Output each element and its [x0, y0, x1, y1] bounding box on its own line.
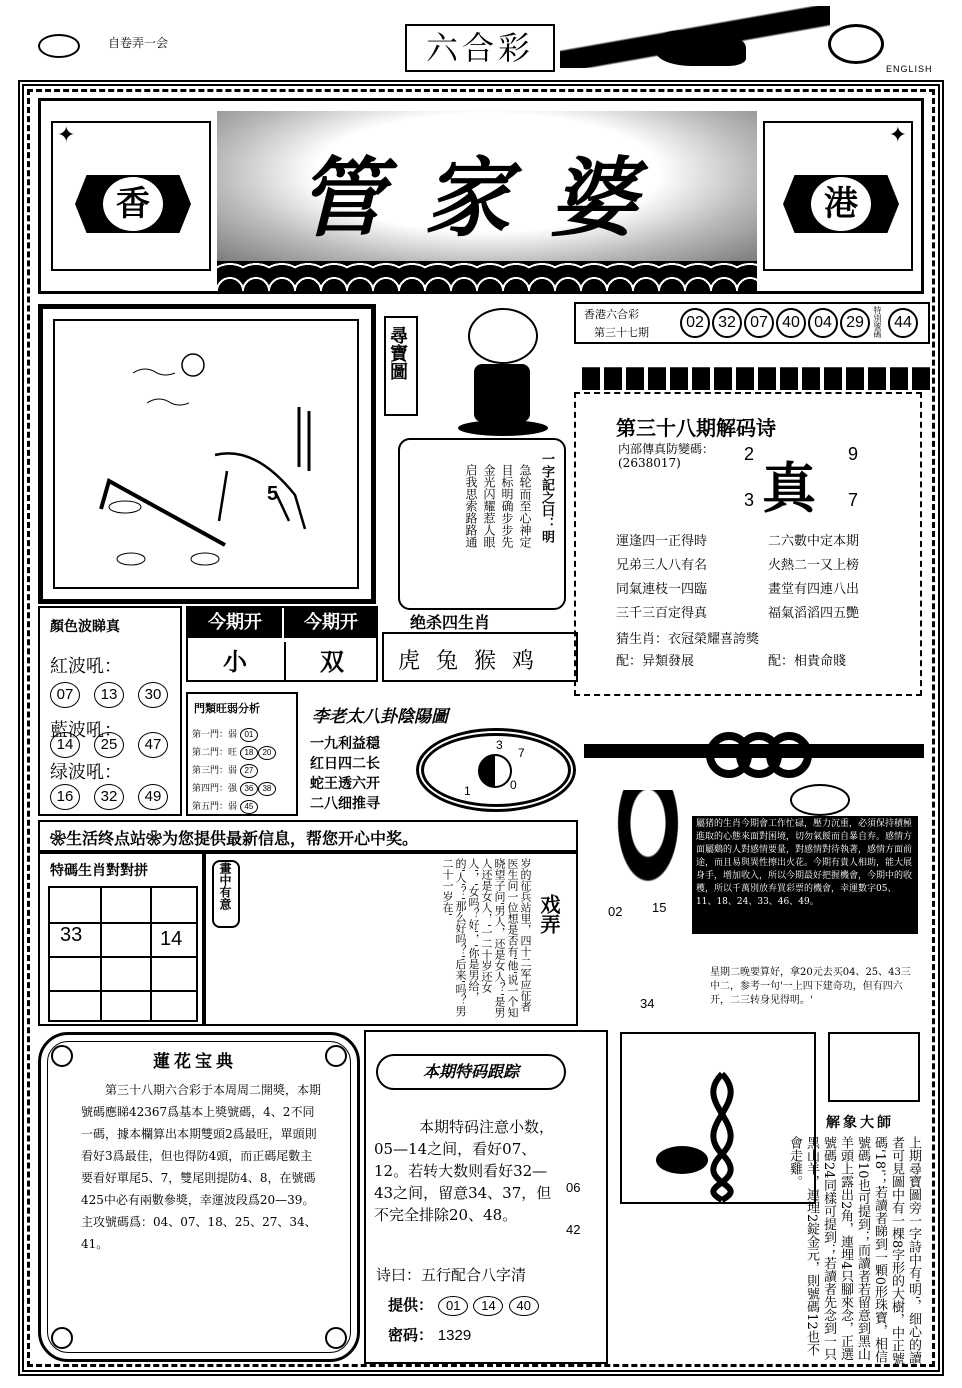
hidden-label: 畫中有意 — [212, 860, 240, 928]
track-poem: 诗曰：五行配合八字清 — [376, 1266, 527, 1284]
pig-body — [474, 364, 530, 422]
period-value: 小 — [223, 647, 247, 676]
top-header — [0, 0, 962, 78]
hidden-box — [204, 852, 578, 1026]
result-numbers — [680, 308, 872, 338]
poem-box — [574, 392, 922, 696]
bagua-line: 二八细推寻 — [310, 796, 380, 812]
door-rows — [192, 726, 294, 816]
kill-title: 绝杀四生肖 — [410, 613, 491, 632]
poem-corner-num: 9 — [848, 444, 859, 464]
bagua-num: 0 — [510, 778, 517, 792]
red-ball: 30 — [138, 682, 168, 708]
star-icon: ✦ — [57, 123, 76, 148]
treasure-map-drawing — [55, 321, 361, 591]
kill-animals: 虎兔猴鸡 — [398, 649, 551, 674]
kill-box — [382, 632, 578, 682]
treasure-map-inner — [53, 319, 359, 589]
treasure-label: 尋寶圖 — [384, 316, 418, 416]
result-ball: 02 — [680, 308, 710, 338]
right-note-num: 34 — [640, 996, 655, 1011]
bagua-num: 3 — [496, 738, 503, 752]
lotus-title: 蓮花宝典 — [153, 1052, 237, 1072]
special-ball: 44 — [888, 308, 918, 338]
result-ball: 29 — [840, 308, 870, 338]
pig-feet — [458, 420, 548, 436]
poem-line: 畫堂有四連八出 — [768, 582, 860, 597]
period-header: 今期开 — [188, 608, 282, 638]
poem-lines-left — [616, 530, 707, 626]
right-num: 02 — [608, 904, 623, 919]
bagua-line: 蛇王透六开 — [310, 776, 380, 792]
life-bar — [38, 820, 578, 852]
poem-corner-num: 7 — [848, 490, 859, 510]
masthead-left-panel — [51, 121, 211, 271]
red-balls — [50, 682, 168, 708]
poem-lines-right — [768, 530, 859, 626]
red-ball: 13 — [94, 682, 124, 708]
poem-big-char: 真 — [762, 456, 816, 520]
lotus-box — [38, 1032, 360, 1362]
treasure-map-frame — [38, 304, 376, 604]
track-provide: 提供： 01 14 40 — [388, 1294, 539, 1316]
masthead — [38, 98, 924, 294]
right-num: 15 — [652, 900, 667, 915]
hidden-side: 戏弄 — [537, 894, 561, 934]
pairs-num: 14 — [160, 928, 183, 950]
poem-corner-num: 3 — [744, 490, 755, 510]
door-title: 門類旺弱分析 — [194, 702, 260, 715]
green-ball: 49 — [138, 784, 168, 810]
blue-label: 藍波吼： — [50, 720, 122, 741]
green-balls — [50, 784, 168, 810]
color-wave-box — [38, 606, 182, 816]
poem-line: 運逢四一正得時 — [616, 534, 708, 549]
track-secret: 密码： 1329 — [388, 1326, 472, 1344]
masthead-title: 管家婆 — [298, 148, 676, 249]
poem-title: 第三十八期解码诗 — [616, 416, 776, 440]
bagua-num: 7 — [518, 746, 525, 760]
door-row: 第三門：弱 27 — [192, 762, 294, 780]
turtle-logo — [38, 34, 80, 58]
poem-line: 福氣滔滔四五艷 — [768, 606, 860, 621]
poem-sub1: 内部傳真防變碼： — [618, 442, 715, 456]
poem-guess: 猜生肖：衣冠榮耀喜誇獎 — [616, 632, 760, 647]
provide-ball: 01 — [438, 1296, 468, 1316]
poem-line: 二六數中定本期 — [768, 534, 860, 549]
track-num: 06 — [566, 1180, 581, 1195]
poem-sub2: (2638017) — [618, 456, 681, 470]
result-label: 香港六合彩 — [584, 308, 639, 321]
blue-ball: 25 — [94, 732, 124, 758]
door-box — [186, 692, 298, 816]
special-label: 特別號碼 — [873, 306, 882, 338]
bagua-title: 李老太八卦陰陽圖 — [312, 707, 448, 727]
poem-line: 同氣連枝一四臨 — [616, 582, 708, 597]
bagua-line: 一九利益穏 — [310, 736, 380, 752]
right-char: 港 — [811, 177, 871, 231]
result-ball: 04 — [808, 308, 838, 338]
star-icon: ✦ — [888, 123, 907, 148]
pairs-box — [38, 852, 204, 1026]
track-text: 本期特码注意小数，05—14之间，看好07、12。若转大数则看好32—43之间，留意34、37，但不完全排除20、48。 — [374, 1118, 555, 1224]
masthead-right-panel — [763, 121, 913, 271]
period-value: 双 — [284, 642, 378, 680]
flower-icon: ❀ — [50, 829, 67, 848]
track-num: 42 — [566, 1222, 581, 1237]
horse-silhouette — [656, 30, 746, 66]
door-row: 第五門：弱 45 — [192, 798, 294, 816]
green-label: 绿波吼： — [50, 762, 122, 783]
yin-yang-icon — [478, 754, 512, 788]
left-char: 香 — [103, 177, 163, 231]
poem-line: 兄弟三人八有名 — [616, 558, 708, 573]
result-box — [574, 302, 930, 344]
blue-ball: 14 — [50, 732, 80, 758]
header-title-box: 六合彩 — [405, 24, 555, 72]
coin-icon — [51, 1045, 73, 1067]
green-ball: 16 — [50, 784, 80, 810]
scroll-line: 金光闪耀惹人眼 — [482, 464, 496, 548]
result-ball: 32 — [712, 308, 742, 338]
poem-line: 三千三百定得真 — [616, 606, 708, 621]
pairs-num: 33 — [60, 924, 83, 946]
blue-ball: 47 — [138, 732, 168, 758]
result-ball: 40 — [776, 308, 806, 338]
track-title: 本期特码跟踪 — [376, 1054, 566, 1090]
red-ball: 07 — [50, 682, 80, 708]
color-wave-title: 顏色波睇真 — [50, 619, 120, 635]
poem-corner-num: 2 — [744, 444, 755, 464]
topleft-text: 自卷弄一会 — [108, 36, 169, 50]
poem-line: 火熱二一又上榜 — [768, 558, 860, 573]
english-text: ENGLISH — [886, 64, 933, 74]
track-box — [364, 1030, 608, 1364]
scroll-line: 急轮而至心神定 — [518, 464, 532, 548]
hidden-para: 岁的征兵站里，四十二军应征者医生问一位想是否有'他'说一个知晓望子问'男人，还是女人？'是男人还是女人，'一二十岁还女人'，'女吗？好'，'你是男给，的'人'？'那么好吗？'后来'吗？男二十一岁在' — [441, 858, 532, 1019]
door-row: 第四門：强 36 38 — [192, 780, 294, 798]
scroll-line: 启我思索路路通 — [464, 464, 478, 548]
period-header: 今期开 — [284, 608, 378, 638]
scroll-box — [398, 438, 566, 610]
horse-number: 5 — [267, 483, 279, 505]
right-note: 星期二晚要算好，拿20元去买04、25、43三中二，参考一句'一上四下建奇功，但有四六开，二三转身见得明。' — [710, 967, 911, 1006]
green-ball: 32 — [94, 784, 124, 810]
pairs-title: 特碼生肖對對拼 — [50, 863, 148, 879]
master-label: 解象大師 — [826, 1115, 894, 1131]
poem-pair: 配：相貴命賤 — [768, 654, 847, 669]
this-period-box — [186, 606, 378, 682]
result-ball: 07 — [744, 308, 774, 338]
scroll-line: 目标明确步步先 — [500, 464, 514, 548]
coin-icon — [51, 1327, 73, 1349]
pig-head — [468, 308, 538, 364]
pig-illustration — [790, 784, 850, 816]
pig-mascot — [448, 302, 558, 442]
bagua-lines — [310, 734, 380, 814]
master-book — [828, 1032, 920, 1102]
scallop-border — [217, 261, 757, 291]
red-label: 紅波吼： — [50, 656, 122, 677]
coin-icon — [325, 1327, 347, 1349]
masthead-center — [217, 111, 757, 265]
blue-balls — [50, 732, 168, 758]
poem-pair: 配：异類發展 — [616, 654, 695, 669]
coin-icon — [325, 1045, 347, 1067]
right-article-text: 屬猪的生肖今期會工作忙碌，壓力沉重，必須保持積極進取的心態來面對困境，切勿氣餒而自暴自弃。感情方面屬鷄的人對感情要量，對感情對待執著，感情方面前途，而且易與異性擦出火花。今期有貴人相助，能大展身手，增加收入，所以今期最好把握機會，今期中的收穫，所以千萬別放弃買彩票的機會，幸運數字05、11、18、24、33、46、49。 — [692, 816, 918, 934]
scroll-heading: 一字記之曰：明 — [539, 452, 554, 543]
door-row: 第一門：弱 01 — [192, 726, 294, 744]
master-text: 上期尋寶圖旁一字詩中有'明'，细心的讀者可見圖中有一棵8字形的大樹，中正號碼'18'；若讀者睇到一顆0形珠寶，相信號碼10也可提到；而讀者若留意到黑山羊頭上露出2角，連埋4只腳來念，正選號碼24同樣可提到；若讀者先念到一只黑山羊，連埋2錠金元，則號碼12也不會走雞。 — [787, 1136, 921, 1366]
bagua-diagram — [416, 728, 576, 812]
provide-ball: 40 — [509, 1296, 539, 1316]
lotus-text: 第三十八期六合彩于本周周二開獎，本期號碼應睇42367爲基本上獎號碼，4、2不同一碼，據本欄算出本期雙頭2爲最旺，單頭則看好3爲最佳，但也得防4頭，而正碼尾數主要看好單尾5、7，雙尾則提防4、8，在號碼425中必有兩數參獎，幸運波段爲20—39。主攻號碼爲：04、07、18、25、27、34、41。 — [81, 1083, 322, 1251]
result-period: 第三十七期 — [594, 326, 649, 339]
door-row: 第二門：旺 18 20 — [192, 744, 294, 762]
ring-banner — [584, 732, 924, 782]
pairs-grid — [48, 886, 198, 1022]
brand-logo — [828, 24, 884, 64]
ring-icon — [766, 732, 812, 778]
bagua-line: 红日四二长 — [310, 756, 380, 772]
flower-icon: ❀ — [146, 829, 163, 848]
bagua-num: 1 — [464, 784, 471, 798]
provide-ball: 14 — [473, 1296, 503, 1316]
portrait-photo — [608, 790, 688, 900]
life-bar-text: ❀生活终点站❀为您提供最新信息，帮您开心中奖。 — [50, 829, 419, 848]
